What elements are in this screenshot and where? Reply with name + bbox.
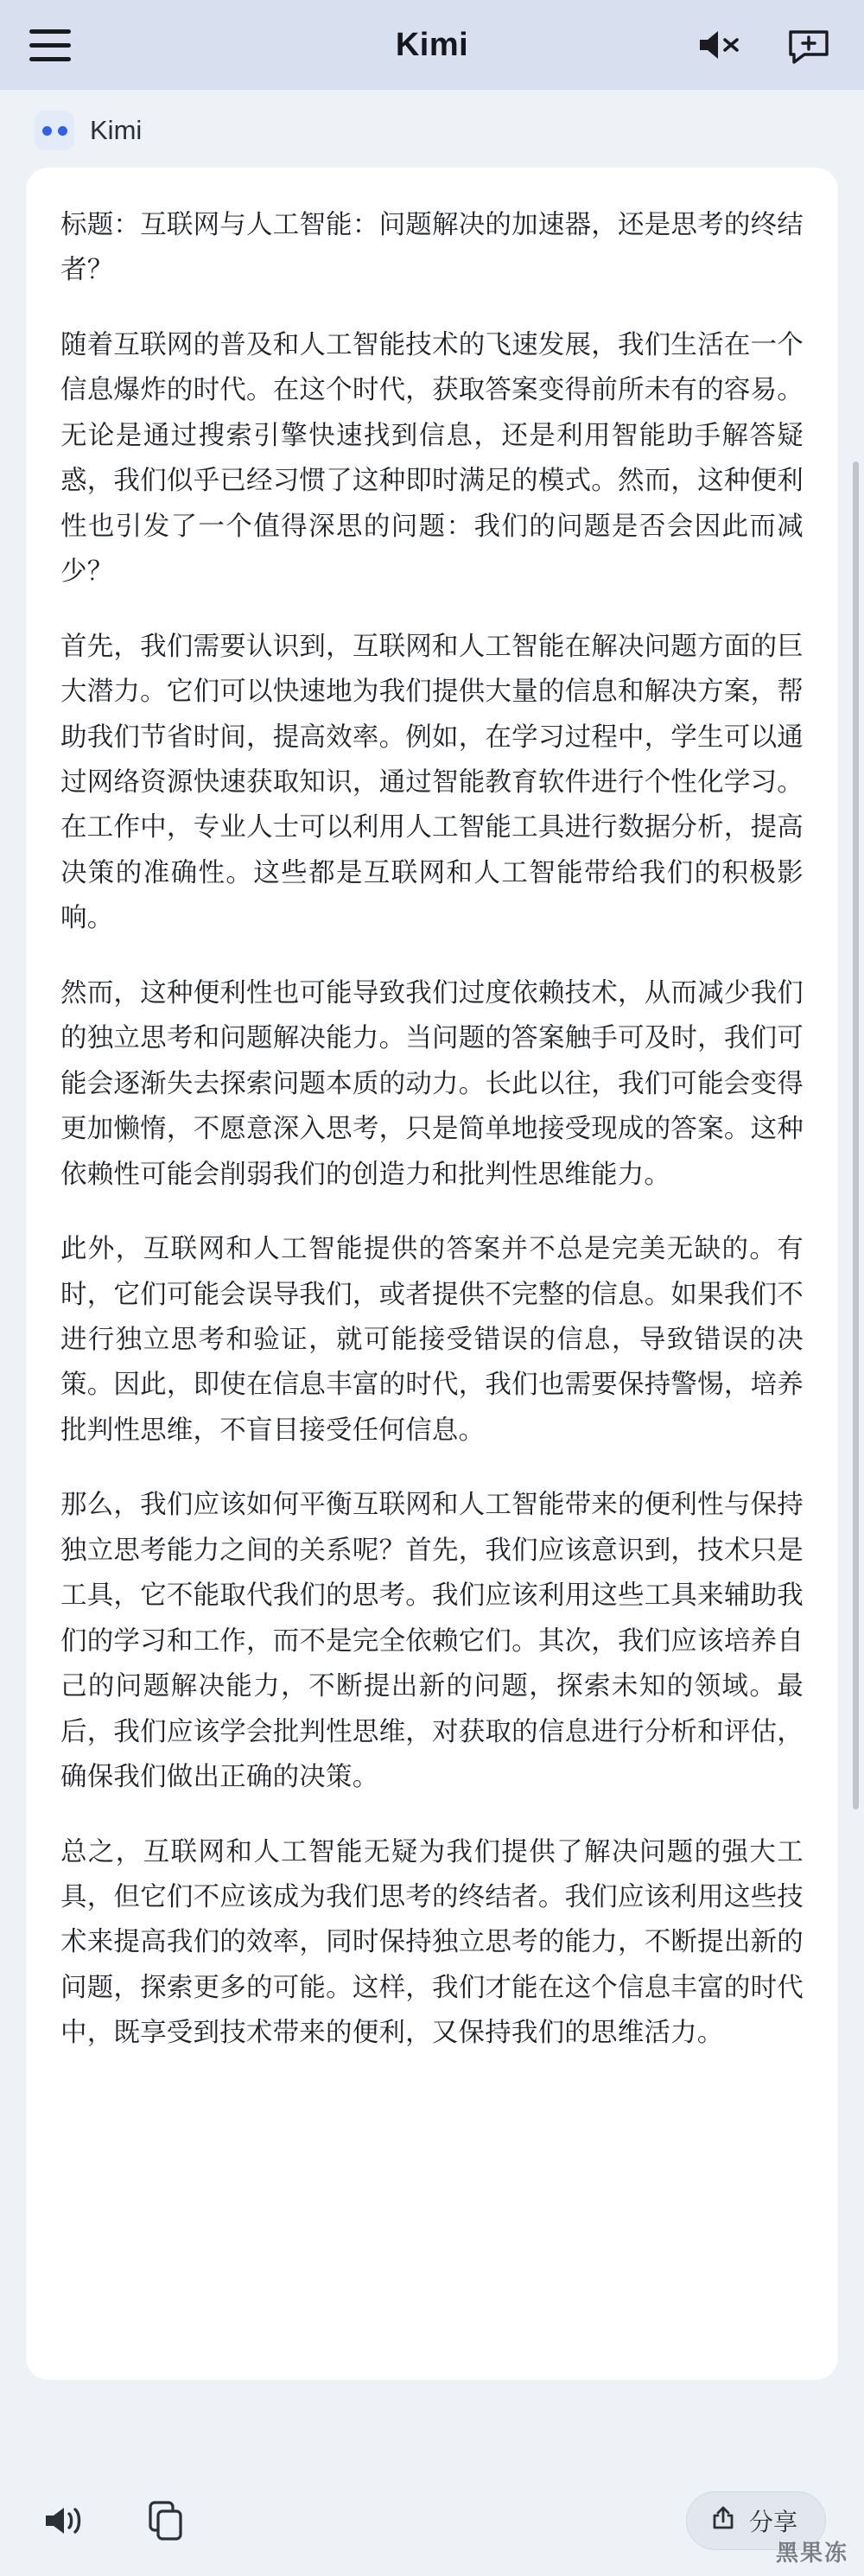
message-paragraph: 那么，我们应该如何平衡互联网和人工智能带来的便利性与保持独立思考能力之间的关系呢？首先，我们应该意识到，技术只是工具，它不能取代我们的思考。我们应该利用这些工具来辅助我们的学习和工作，而不是完全依赖它们。其次，我们应该培养自己的问题解决能力，不断提出新的问题，探索未知的领域。最后，我们应该学会批判性思维，对获取的信息进行分析和评估，确保我们做出正确的决策。	[60, 1490, 804, 1792]
message-paragraph: 首先，我们需要认识到，互联网和人工智能在解决问题方面的巨大潜力。它们可以快速地为我们提供大量的信息和解决方案，帮助我们节省时间，提高效率。例如，在学习过程中，学生可以通过网络资源快速获取知识，通过智能教育软件进行个性化学习。在工作中，专业人士可以利用人工智能工具进行数据分析，提高决策的准确性。这些都是互联网和人工智能带给我们的积极影响。	[60, 631, 804, 933]
page-title: Kimi	[395, 26, 469, 63]
top-bar-actions	[693, 19, 835, 71]
assistant-name: Kimi	[90, 115, 143, 145]
message-tools	[38, 2495, 192, 2547]
bottom-action-bar	[0, 2465, 864, 2576]
watermark: 黑果冻	[775, 2540, 848, 2566]
speaker-muted-icon[interactable]	[693, 19, 745, 71]
vertical-scrollbar[interactable]	[853, 461, 859, 1810]
chat-scroll-area[interactable]	[0, 90, 864, 2465]
new-chat-icon[interactable]	[783, 19, 835, 71]
share-icon	[709, 2504, 737, 2538]
avatar	[35, 111, 74, 150]
message-paragraph: 此外，互联网和人工智能提供的答案并不总是完美无缺的。有时，它们可能会误导我们，或者提供不完整的信息。如果我们不进行独立思考和验证，就可能接受错误的信息，导致错误的决策。因此，即使在信息丰富的时代，我们也需要保持警惕，培养批判性思维，不盲目接受任何信息。	[60, 1234, 804, 1445]
share-button-label: 分享	[748, 2509, 797, 2535]
message-paragraph: 随着互联网的普及和人工智能技术的飞速发展，我们生活在一个信息爆炸的时代。在这个时代，获取答案变得前所未有的容易。无论是通过搜索引擎快速找到信息，还是利用智能助手解答疑惑，我们似乎已经习惯了这种即时满足的模式。然而，这种便利性也引发了一个值得深思的问题：我们的问题是否会因此而减少？	[60, 329, 804, 587]
copy-icon[interactable]	[140, 2495, 192, 2547]
top-bar	[0, 0, 864, 90]
message-paragraph: 然而，这种便利性也可能导致我们过度依赖技术，从而减少我们的独立思考和问题解决能力。当问题的答案触手可及时，我们可能会逐渐失去探索问题本质的动力。长此以往，我们可能会变得更加懒惰，不愿意深入思考，只是简单地接受现成的答案。这种依赖性可能会削弱我们的创造力和批判性思维能力。	[60, 977, 804, 1189]
assistant-message-bubble	[26, 168, 838, 2380]
message-paragraph: 总之，互联网和人工智能无疑为我们提供了解决问题的强大工具，但它们不应该成为我们思考的终结者。我们应该利用这些技术来提高我们的效率，同时保持独立思考的能力，不断提出新的问题，探索更多的可能。这样，我们才能在这个信息丰富的时代中，既享受到技术带来的便利，又保持我们的思维活力。	[60, 1836, 804, 2048]
message-paragraph: 标题：互联网与人工智能：问题解决的加速器，还是思考的终结者？	[60, 210, 804, 285]
assistant-header	[0, 90, 864, 164]
hamburger-menu-icon[interactable]	[29, 21, 78, 69]
speaker-icon[interactable]	[38, 2495, 90, 2547]
